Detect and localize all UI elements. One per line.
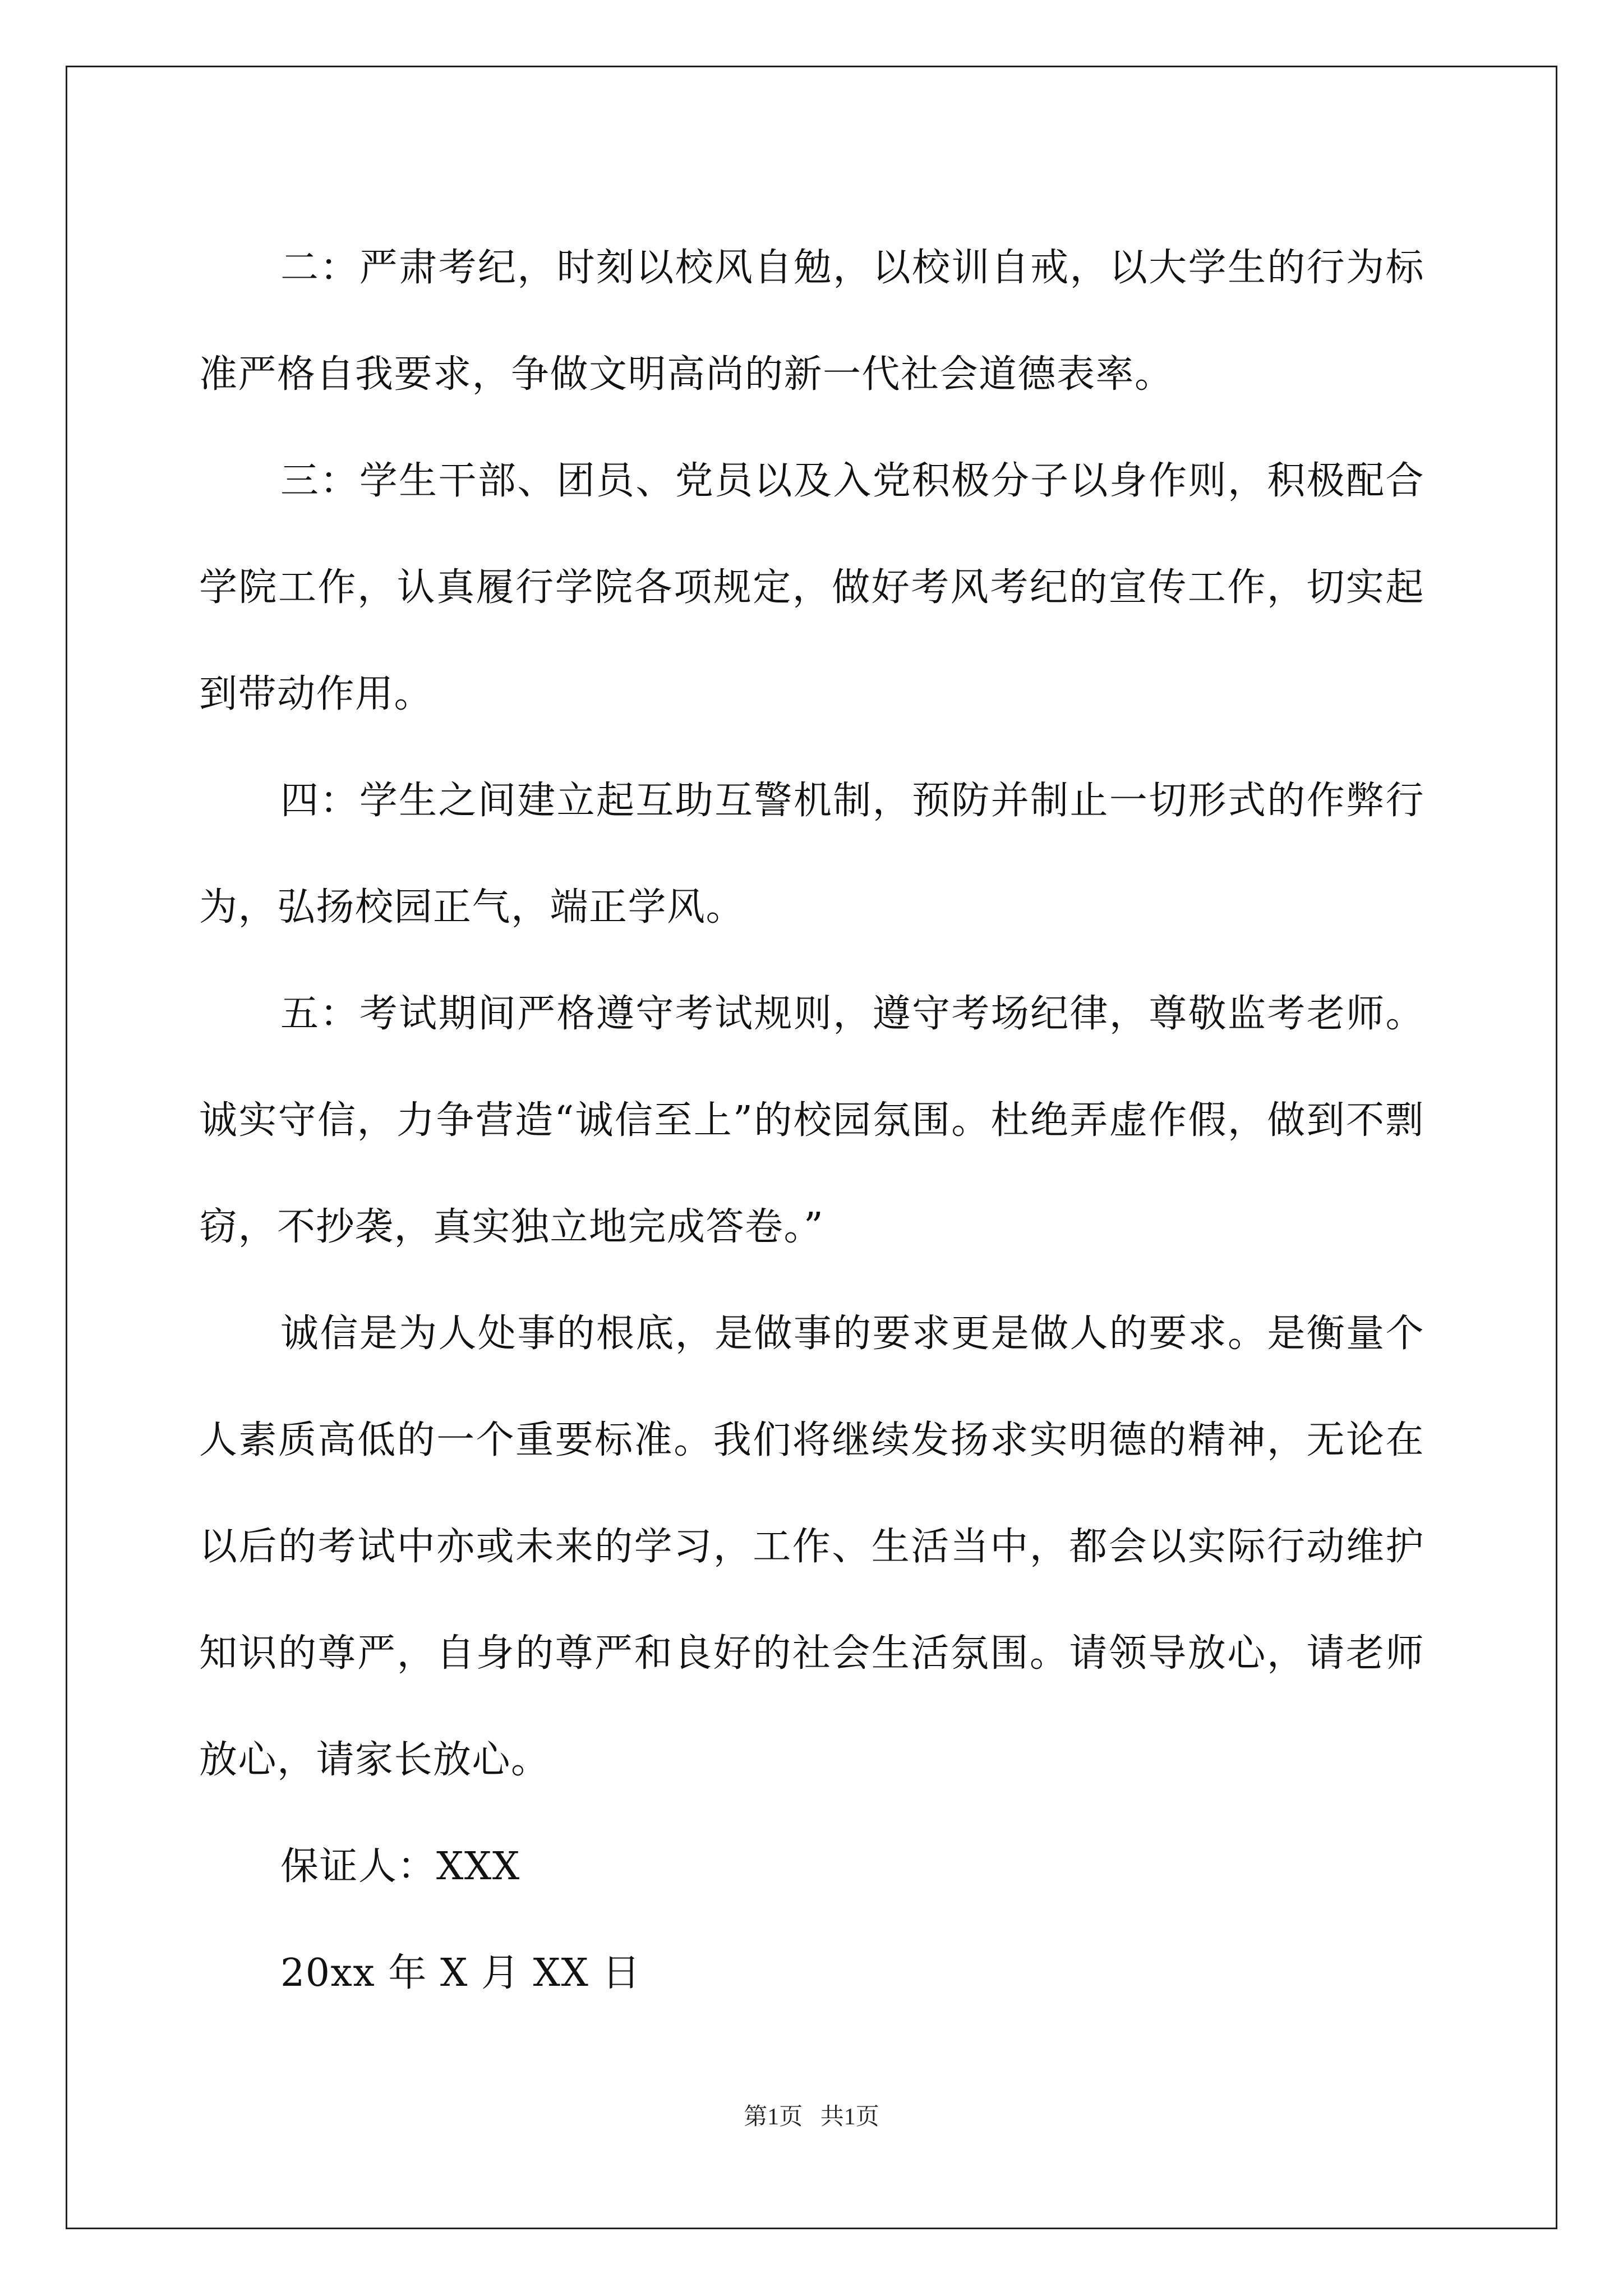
paragraph-conclusion: 诚信是为人处事的根底，是做事的要求更是做人的要求。是衡量个人素质高低的一个重要标准。我们将继续发扬求实明德的精神，无论在以后的考试中亦或未来的学习，工作、生活当中，都会以实际行动维护知识的尊严，自身的尊严和良好的社会生活氛围。请领导放心，请老师放心，请家长放心。 — [199, 1312, 1424, 1782]
page-number-footer: 第1页 共1页 — [744, 2104, 879, 2130]
guarantor-signature: 保证人：XXX — [280, 1844, 520, 1889]
document-date: 20xx 年 X 月 XX 日 — [280, 1951, 642, 1995]
paragraph-item-2: 二：严肃考纪，时刻以校风自勉，以校训自戒，以大学生的行为标准严格自我要求，争做文明高尚的新一代社会道德表率。 — [199, 246, 1424, 397]
document-body — [199, 215, 1424, 2027]
paragraph-item-3: 三：学生干部、团员、党员以及入党积极分子以身作则，积极配合学院工作，认真履行学院各项规定，做好考风考纪的宣传工作，切实起到带动作用。 — [199, 459, 1424, 716]
paragraph-item-4: 四：学生之间建立起互助互警机制，预防并制止一切形式的作弊行为，弘扬校园正气，端正学风。 — [199, 779, 1424, 930]
paragraph-item-5: 五：考试期间严格遵守考试规则，遵守考场纪律，尊敬监考老师。诚实守信，力争营造“诚信至上”的校园氛围。杜绝弄虚作假，做到不剽窃，不抄袭，真实独立地完成答卷。” — [199, 992, 1424, 1249]
